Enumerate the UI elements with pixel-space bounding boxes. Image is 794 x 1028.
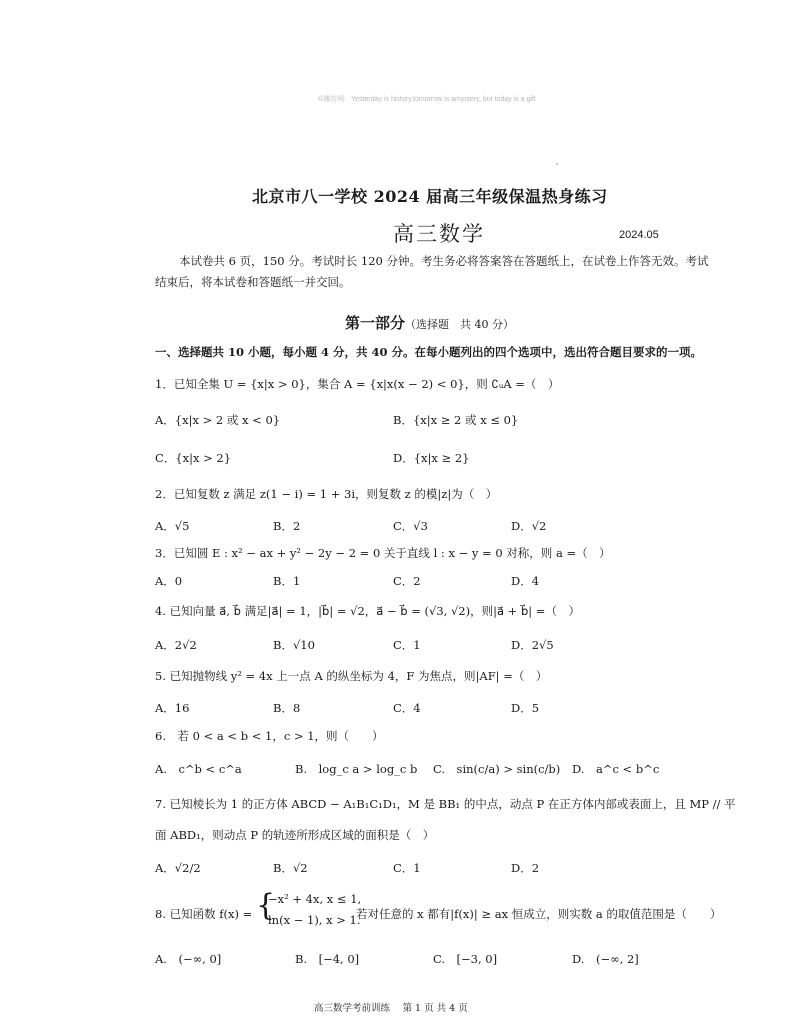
question-2-option-b: B．2: [273, 519, 301, 533]
question-4-option-a: A．2√2: [155, 638, 197, 652]
question-4-option-b: B．√10: [273, 638, 315, 652]
exam-title: 北京市八一学校 2024 届高三年级保温热身练习: [252, 187, 608, 206]
question-4-stem: 4. 已知向量 a⃗, b⃗ 满足|a⃗| = 1，|b⃗| = √2，a⃗ − b⃗ = (√3, √2)，则|a⃗ + b⃗| =（ ）: [155, 604, 580, 618]
question-3-option-b: B．1: [273, 574, 301, 588]
question-1-option-a: A．{x|x > 2 或 x < 0}: [155, 413, 281, 427]
question-5-stem: 5. 已知抛物线 y² = 4x 上一点 A 的纵坐标为 4，F 为焦点，则|AF| =（ ）: [155, 669, 548, 683]
question-3-option-a: A．0: [155, 574, 183, 588]
question-7-option-a: A．√2/2: [155, 861, 201, 875]
watermark: ©潍坊网：Yesterday is history,tomorrow is amystery, but today is a gift: [318, 96, 536, 103]
part-note: （选择题 共 40 分）: [405, 318, 515, 331]
question-2-option-c: C．√3: [393, 519, 428, 533]
question-8-option-d: D. (−∞, 2]: [572, 952, 639, 966]
question-5-option-a: A．16: [155, 701, 190, 715]
part-heading: [345, 312, 514, 333]
question-1-option-d: D．{x|x ≥ 2}: [393, 451, 470, 465]
question-2-option-a: A．√5: [155, 519, 190, 533]
question-6-option-a: A. c^b < c^a: [155, 762, 242, 776]
question-6-option-b: B. log_c a > log_c b: [295, 762, 418, 776]
question-7-option-b: B．√2: [273, 861, 308, 875]
question-5-option-c: C．4: [393, 701, 421, 715]
question-1-option-c: C．{x|x > 2}: [155, 451, 232, 465]
stray-dot: [556, 163, 558, 165]
question-6-option-c: C. sin(c/a) > sin(c/b): [433, 762, 561, 776]
exam-date: 2024.05: [619, 229, 659, 241]
question-6-option-d: D. a^c < b^c: [572, 762, 660, 776]
question-7-stem-line1: 7. 已知棱长为 1 的正方体 ABCD − A₁B₁C₁D₁，M 是 BB₁ 的中点，动点 P 在正方体内部或表面上，且 MP // 平: [155, 797, 736, 811]
question-8-stem-suffix: 若对任意的 x 都有|f(x)| ≥ ax 恒成立，则实数 a 的取值范围是（ ）: [356, 907, 722, 921]
question-3-stem: 3．已知圆 E : x² − ax + y² − 2y − 2 = 0 关于直线 l : x − y = 0 对称，则 a =（ ）: [155, 546, 611, 560]
question-2-stem: 2．已知复数 z 满足 z(1 − i) = 1 + 3i，则复数 z 的模|z|为（ ）: [155, 487, 498, 501]
question-1-stem: 1．已知全集 U = {x|x > 0}，集合 A = {x|x(x − 2) < 0}，则 ∁ᵤA =（ ）: [155, 377, 560, 391]
question-3-option-d: D．4: [511, 574, 540, 588]
question-7-stem-line2: 面 ABD₁，则动点 P 的轨迹所形成区域的面积是（ ）: [155, 828, 435, 842]
question-8-stem-prefix: 8. 已知函数 f(x) =: [155, 907, 253, 921]
question-5-option-b: B．8: [273, 701, 301, 715]
section-instruction: 一、选择题共 10 小题，每小题 4 分，共 40 分。在每小题列出的四个选项中，选出符合题目要求的一项。: [155, 345, 703, 359]
part-title: 第一部分: [345, 314, 406, 332]
question-8-option-c: C. [−3, 0]: [433, 952, 498, 966]
question-2-option-d: D．√2: [511, 519, 547, 533]
question-8-option-b: B. [−4, 0]: [295, 952, 360, 966]
question-3-option-c: C．2: [393, 574, 421, 588]
subject-title: 高三数学: [393, 222, 485, 246]
question-6-stem: 6. 若 0 < a < b < 1，c > 1，则（ ）: [155, 729, 384, 743]
question-1-option-b: B．{x|x ≥ 2 或 x ≤ 0}: [393, 413, 519, 427]
question-8-piece-2: ln(x − 1), x > 1.: [268, 913, 361, 927]
intro-paragraph: 本试卷共 6 页，150 分。考试时长 120 分钟。考生务必将答案答在答题纸上，在试卷上作答无效。考试结束后，将本试卷和答题纸一并交回。: [155, 254, 709, 289]
question-8-piece-1: −x² + 4x, x ≤ 1,: [268, 892, 362, 906]
piecewise-brace: {: [256, 888, 276, 923]
question-7-option-c: C．1: [393, 861, 421, 875]
question-5-option-d: D．5: [511, 701, 540, 715]
question-8-option-a: A. (−∞, 0]: [155, 952, 222, 966]
page-footer: 高三数学考前训练 第 1 页 共 4 页: [314, 1003, 468, 1014]
question-4-option-d: D．2√5: [511, 638, 554, 652]
question-4-option-c: C．1: [393, 638, 421, 652]
question-7-option-d: D．2: [511, 861, 540, 875]
